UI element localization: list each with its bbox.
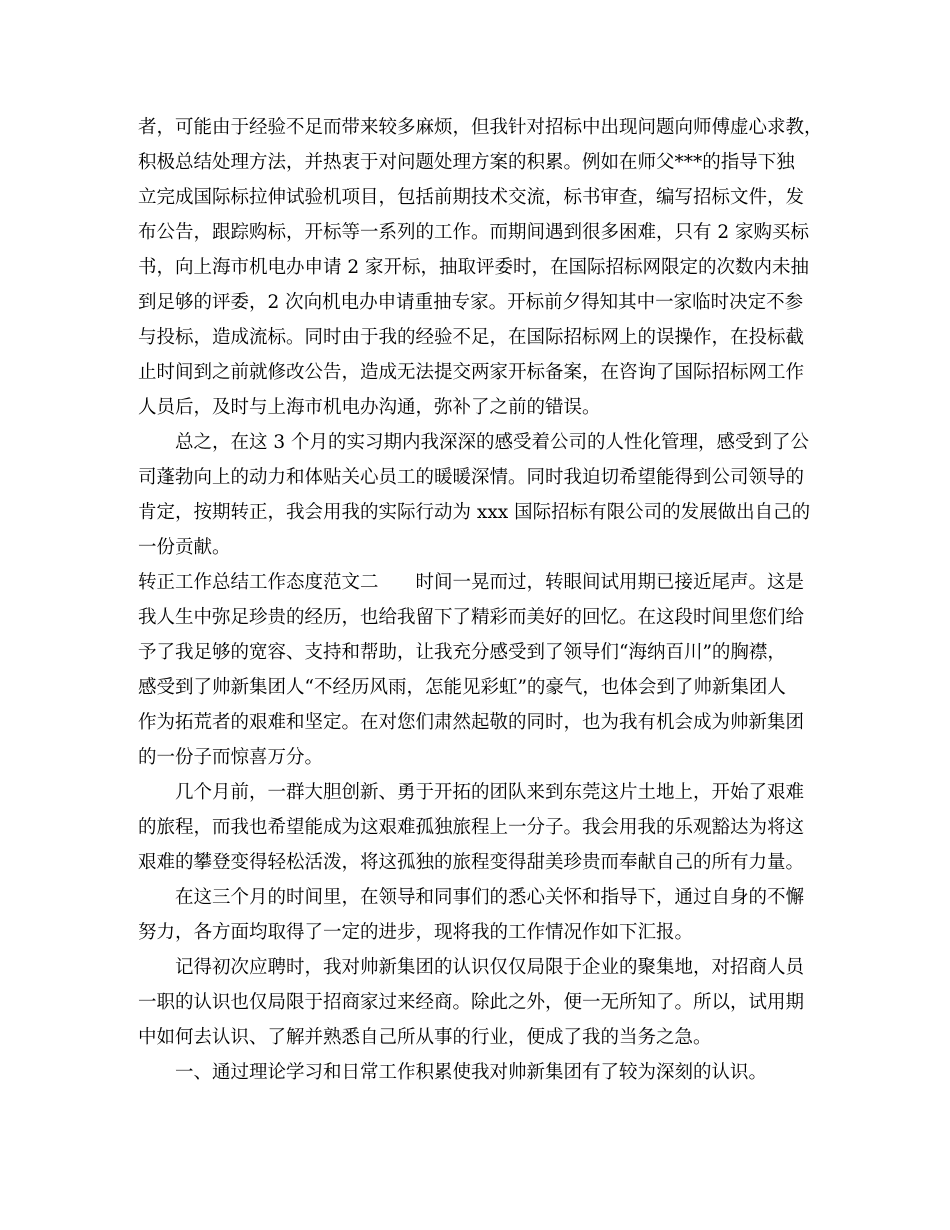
paragraph-line: 予了我足够的宽容、支持和帮助，让我充分感受到了领导们“海纳百川”的胸襟，	[138, 642, 786, 663]
paragraph-line: 努力，各方面均取得了一定的进步，现将我的工作情况作如下汇报。	[138, 922, 694, 943]
paragraph-line: 的旅程，而我也希望能成为这艰难孤独旅程上一分子。我会用我的乐观豁达为将这	[138, 817, 805, 838]
paragraph-line: 几个月前，一群大胆创新、勇于开拓的团队来到东莞这片土地上，开始了艰难	[175, 782, 805, 803]
paragraph-line: 总之，在这 3 个月的实习期内我深深的感受着公司的人性化管理，感受到了公	[175, 432, 810, 453]
paragraph-line: 的一份子而惊喜万分。	[138, 747, 324, 768]
paragraph-line: 书，向上海市机电办申请 2 家开标，抽取评委时，在国际招标网限定的次数内未抽	[138, 257, 810, 278]
paragraph-line: 感受到了帅新集团人“不经历风雨，怎能见彩虹”的豪气，也体会到了帅新集团人	[138, 677, 786, 698]
paragraph-line: 积极总结处理方法，并热衷于对问题处理方案的积累。例如在师父***的指导下独	[138, 152, 795, 173]
paragraph-line: 一份贡献。	[138, 537, 231, 558]
paragraph-line: 转正工作总结工作态度范文二 时间一晃而过，转眼间试用期已接近尾声。这是	[138, 572, 805, 593]
paragraph-line: 止时间到之前就修改公告，造成无法提交两家开标备案，在咨询了国际招标网工作	[138, 362, 805, 383]
paragraph-line: 人员后，及时与上海市机电办沟通，弥补了之前的错误。	[138, 397, 601, 418]
paragraph-line: 肯定，按期转正，我会用我的实际行动为 xxx 国际招标有限公司的发展做出自己的	[138, 502, 811, 523]
paragraph-line: 一职的认识也仅局限于招商家过来经商。除此之外，便一无所知了。所以，试用期	[138, 992, 805, 1013]
paragraph-line: 我人生中弥足珍贵的经历，也给我留下了精彩而美好的回忆。在这段时间里您们给	[138, 607, 805, 628]
paragraph-line: 记得初次应聘时，我对帅新集团的认识仅仅局限于企业的聚集地，对招商人员	[175, 957, 805, 978]
paragraph-line: 中如何去认识、了解并熟悉自己所从事的行业，便成了我的当务之急。	[138, 1027, 712, 1048]
paragraph-line: 作为拓荒者的艰难和坚定。在对您们肃然起敬的同时，也为我有机会成为帅新集团	[138, 712, 805, 733]
paragraph-line: 与投标，造成流标。同时由于我的经验不足，在国际招标网上的误操作，在投标截	[138, 327, 805, 348]
paragraph-line: 者，可能由于经验不足而带来较多麻烦，但我针对招标中出现问题向师傅虚心求教，	[138, 117, 823, 138]
paragraph-line: 在这三个月的时间里，在领导和同事们的悉心关怀和指导下，通过自身的不懈	[175, 887, 805, 908]
paragraph-line: 到足够的评委，2 次向机电办申请重抽专家。开标前夕得知其中一家临时决定不参	[138, 292, 804, 313]
paragraph-line: 一、通过理论学习和日常工作积累使我对帅新集团有了较为深刻的认识。	[175, 1062, 768, 1083]
paragraph-line: 布公告，跟踪购标，开标等一系列的工作。而期间遇到很多困难，只有 2 家购买标	[138, 222, 810, 243]
paragraph-line: 立完成国际标拉伸试验机项目，包括前期技术交流，标书审查，编写招标文件，发	[138, 187, 805, 208]
paragraph-line: 司蓬勃向上的动力和体贴关心员工的暖暖深情。同时我迫切希望能得到公司领导的	[138, 467, 805, 488]
paragraph-line: 艰难的攀登变得轻松活泼，将这孤独的旅程变得甜美珍贵而奉献自己的所有力量。	[138, 852, 805, 873]
